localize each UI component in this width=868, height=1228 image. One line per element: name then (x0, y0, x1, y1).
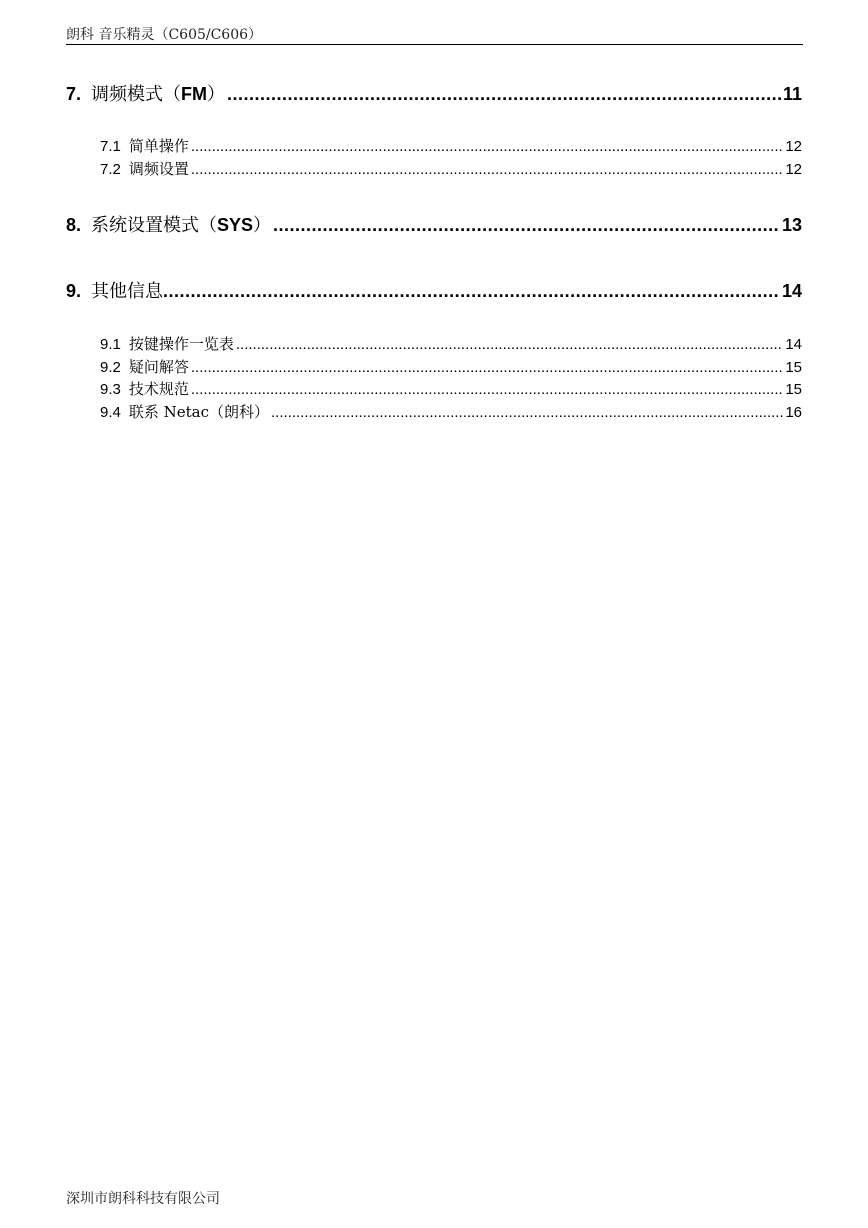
toc-page-number: 12 (785, 138, 802, 155)
toc-number: 9.4 (100, 404, 121, 421)
toc-page-number: 15 (785, 359, 802, 376)
toc-title: 按键操作一览表 (128, 335, 234, 353)
toc-title: 简单操作 (128, 137, 189, 155)
toc-entry-7[interactable] (66, 80, 802, 106)
toc-title: 联系 Netac（朗科） (128, 403, 270, 421)
toc-number: 7.1 (100, 138, 121, 155)
dot-leader (273, 215, 780, 236)
header-title: 朗科 音乐精灵（C605/C606） (66, 27, 263, 43)
toc-title: 疑问解答 (128, 358, 189, 376)
toc-page-number: 16 (785, 404, 802, 421)
dot-leader (236, 335, 783, 353)
toc-page-number: 11 (782, 84, 802, 104)
dot-leader (163, 281, 780, 302)
page-footer: 深圳市朗科科技有限公司 (66, 1191, 220, 1207)
toc-entry-9-4[interactable] (66, 401, 802, 423)
dot-leader (271, 403, 783, 421)
toc-title: 调频设置 (128, 160, 189, 178)
toc-entry-9-1[interactable] (66, 333, 802, 355)
toc-page-number: 14 (785, 336, 802, 353)
toc-page-number: 13 (781, 215, 802, 235)
toc-entry-7-2[interactable] (66, 158, 802, 180)
toc-number: 9.3 (100, 381, 121, 398)
dot-leader (191, 358, 783, 376)
toc-page-number: 15 (785, 381, 802, 398)
page-header (66, 22, 803, 45)
toc-number: 9.2 (100, 359, 121, 376)
toc-title: 系统设置模式（SYS） (91, 215, 272, 236)
dot-leader (191, 380, 783, 398)
dot-leader (191, 137, 783, 155)
toc-page-number: 14 (781, 281, 802, 301)
toc-page-number: 12 (785, 161, 802, 178)
toc-number: 9. (66, 281, 82, 301)
toc-title: 调频模式（FM） (91, 84, 226, 105)
toc-entry-8[interactable] (66, 211, 802, 237)
toc-title: 技术规范 (128, 380, 189, 398)
toc-entry-9[interactable] (66, 277, 802, 303)
toc-entry-9-3[interactable] (66, 378, 802, 400)
toc-number: 7. (66, 84, 82, 104)
toc-entry-7-1[interactable] (66, 135, 802, 157)
dot-leader (227, 84, 781, 105)
toc-entry-9-2[interactable] (66, 356, 802, 378)
toc-title: 其他信息 (91, 281, 164, 302)
dot-leader (191, 160, 783, 178)
toc-number: 7.2 (100, 161, 121, 178)
toc-number: 9.1 (100, 336, 121, 353)
toc-number: 8. (66, 215, 82, 235)
